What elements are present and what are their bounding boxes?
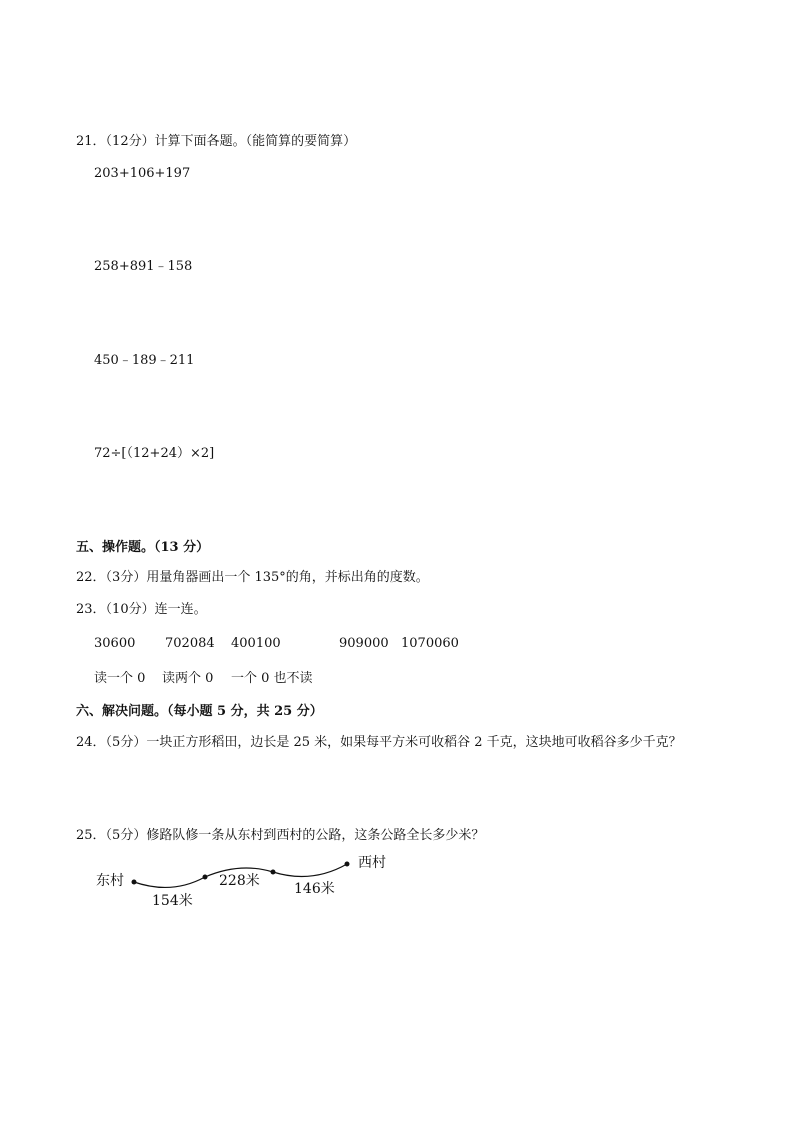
expression-2: 258+891﹣158 bbox=[94, 259, 193, 274]
road-point-start bbox=[132, 880, 137, 885]
start-village-label: 东村 bbox=[96, 873, 124, 889]
q22-text: 22．（3分）用量角器画出一个 135°的角，并标出角的度数。 bbox=[76, 570, 429, 585]
road-point-end bbox=[345, 862, 350, 867]
number-909000: 909000 bbox=[339, 636, 389, 651]
q23-heading: 23．（10分）连一连。 bbox=[76, 602, 207, 617]
section-5-title: 五、操作题。（13 分） bbox=[76, 540, 210, 555]
q21-heading: 21．（12分）计算下面各题。（能简算的要简算） bbox=[76, 134, 357, 149]
category-read-no-zero: 一个 0 也不读 bbox=[231, 671, 313, 686]
road-point-2 bbox=[203, 875, 208, 880]
end-village-label: 西村 bbox=[358, 855, 386, 871]
q25-heading: 25．（5分）修路队修一条从东村到西村的公路，这条公路全长多少米？ bbox=[76, 828, 485, 843]
category-read-one-zero: 读一个 0 bbox=[94, 671, 146, 686]
section-6-title: 六、解决问题。（每小题 5 分，共 25 分） bbox=[76, 704, 323, 719]
road-point-3 bbox=[271, 870, 276, 875]
segment-label-2: 228米 bbox=[219, 873, 260, 889]
number-30600: 30600 bbox=[94, 636, 136, 651]
number-702084: 702084 bbox=[165, 636, 215, 651]
segment-label-3: 146米 bbox=[294, 881, 335, 897]
road-segment-3 bbox=[273, 864, 347, 877]
expression-3: 450﹣189﹣211 bbox=[94, 353, 195, 368]
road-segment-1 bbox=[134, 877, 205, 887]
number-400100: 400100 bbox=[231, 636, 281, 651]
expression-1: 203+106+197 bbox=[94, 166, 191, 181]
number-1070060: 1070060 bbox=[401, 636, 459, 651]
q24-text: 24．（5分）一块正方形稻田，边长是 25 米，如果每平方米可收稻谷 2 千克，这块地可收稻谷多少千克？ bbox=[76, 735, 682, 750]
segment-label-1: 154米 bbox=[152, 893, 193, 909]
category-read-two-zeros: 读两个 0 bbox=[162, 671, 214, 686]
expression-4: 72÷[（12+24）×2] bbox=[94, 446, 215, 461]
